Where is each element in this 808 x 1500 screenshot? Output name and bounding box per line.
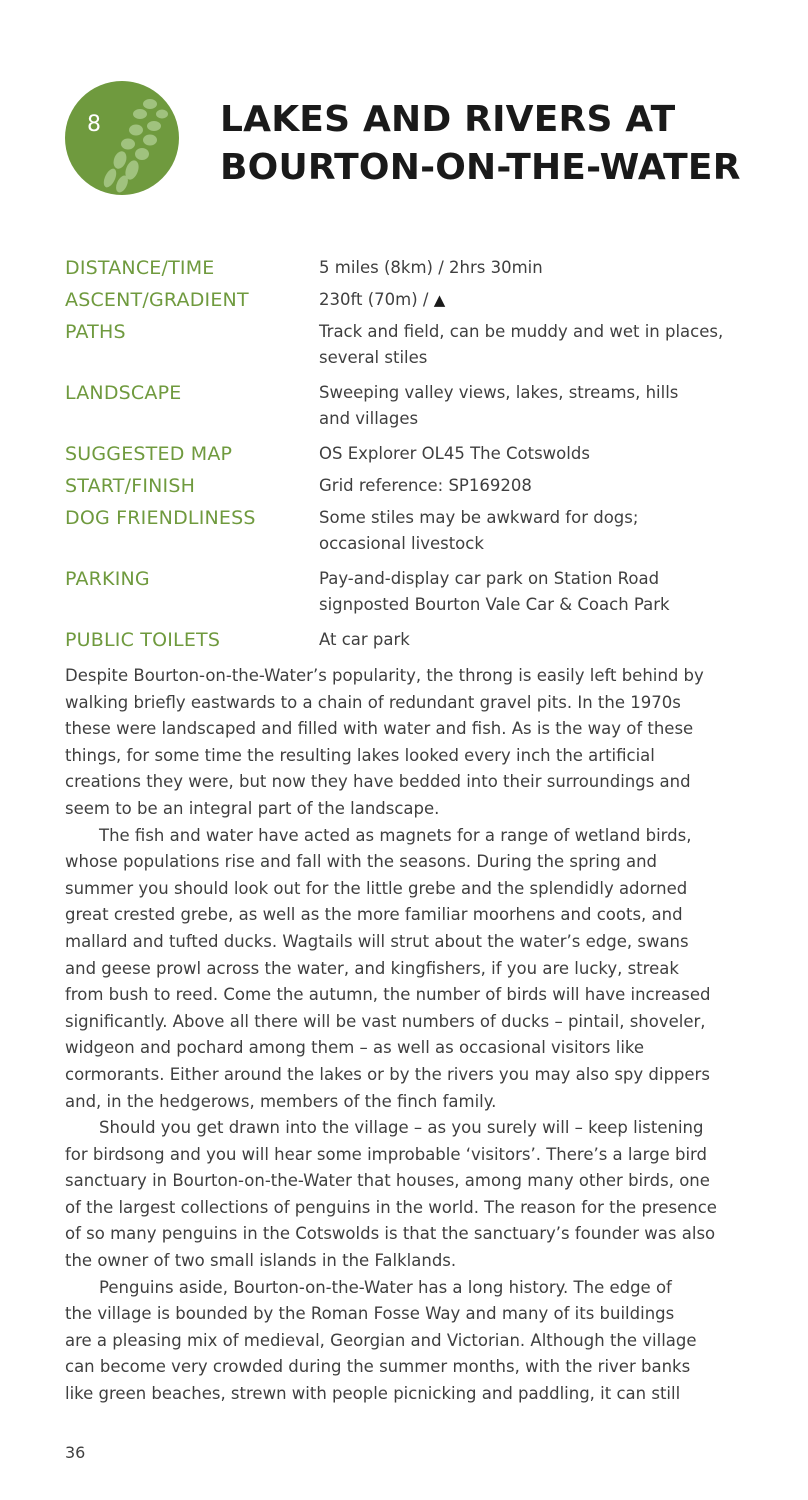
- body-text-line: summer you should look out for the little grebe and the splendidly adorned: [65, 878, 688, 898]
- fact-value-line: At car park: [319, 630, 410, 649]
- fact-dog-friendliness: [65, 502, 745, 557]
- fact-value-line: occasional livestock: [319, 534, 484, 553]
- fact-value: [319, 284, 745, 316]
- page-number: 36: [65, 1443, 86, 1462]
- fact-label: SUGGESTED MAP: [65, 443, 233, 465]
- fact-value-line: Sweeping valley views, lakes, streams, hills: [319, 383, 679, 402]
- body-text-line: for birdsong and you will hear some improbable ‘visitors’. There’s a large bird: [65, 1144, 708, 1164]
- body-text-line: of the largest collections of penguins in the world. The reason for the presence: [65, 1197, 717, 1217]
- fact-start-finish: [65, 470, 745, 502]
- fact-suggested-map: [65, 438, 745, 470]
- fact-value-line: Grid reference: SP169208: [319, 476, 532, 495]
- fact-landscape: [65, 377, 745, 432]
- body-text-line: from bush to reed. Come the autumn, the number of birds will have increased: [65, 985, 711, 1005]
- fact-value: [319, 377, 745, 432]
- body-text-line: Should you get drawn into the village – as you surely will – keep listening: [99, 1118, 704, 1138]
- fact-value-line: Some stiles may be awkward for dogs;: [319, 508, 639, 527]
- fact-value: [319, 470, 745, 502]
- body-text-line: like green beaches, strewn with people picnicking and paddling, it can still: [65, 1384, 681, 1404]
- body-text-line: and, in the hedgerows, members of the finch family.: [65, 1091, 497, 1111]
- body-text-line: the owner of two small islands in the Falklands.: [65, 1251, 457, 1271]
- walk-number-badge: [64, 80, 180, 196]
- walk-title: [220, 96, 790, 192]
- body-text-line: Penguins aside, Bourton-on-the-Water has a long history. The edge of: [99, 1277, 672, 1297]
- fact-value-line: Track and field, can be muddy and wet in places,: [319, 322, 724, 341]
- fact-value-line: 5 miles (8km) / 2hrs 30min: [319, 258, 543, 277]
- body-text-line: seem to be an integral part of the landscape.: [65, 798, 440, 818]
- fact-ascent-gradient: [65, 284, 745, 316]
- fact-label: DOG FRIENDLINESS: [65, 507, 256, 529]
- body-text-line: of so many penguins in the Cotswolds is that the sanctuary’s founder was also: [65, 1224, 716, 1244]
- ascent-text: 230ft (70m) /: [319, 290, 429, 309]
- body-text-line: great crested grebe, as well as the more familiar moorhens and coots, and: [65, 905, 683, 925]
- body-text-line: can become very crowded during the summer months, with the river banks: [65, 1357, 691, 1377]
- title-line: BOURTON-ON-THE-WATER: [220, 147, 741, 188]
- title-line: LAKES AND RIVERS AT: [220, 99, 676, 140]
- fact-label: START/FINISH: [65, 475, 196, 497]
- fact-value: [319, 438, 745, 470]
- body-text-line: and geese prowl across the water, and kingfishers, if you are lucky, streak: [65, 958, 679, 978]
- fact-value: [319, 502, 745, 557]
- body-text-line: things, for some time the resulting lakes looked every inch the artificial: [65, 745, 655, 765]
- body-text-line: walking briefly eastwards to a chain of redundant gravel pits. In the 1970s: [65, 692, 681, 712]
- body-text-line: significantly. Above all there will be vast numbers of ducks – pintail, shoveler,: [65, 1011, 706, 1031]
- fact-label: PUBLIC TOILETS: [65, 629, 221, 651]
- walk-facts-table: [65, 252, 745, 656]
- gradient-triangle-icon: ▲: [433, 291, 446, 309]
- body-text-line: mallard and tufted ducks. Wagtails will strut about the water’s edge, swans: [65, 931, 689, 951]
- fact-paths: [65, 316, 745, 371]
- fact-value-line: OS Explorer OL45 The Cotswolds: [319, 444, 590, 463]
- fact-parking: [65, 563, 745, 618]
- fact-label: DISTANCE/TIME: [65, 257, 215, 279]
- fact-value-line: signposted Bourton Vale Car & Coach Park: [319, 595, 670, 614]
- fact-label: PARKING: [65, 568, 150, 590]
- body-text-line: The fish and water have acted as magnets for a range of wetland birds,: [99, 825, 692, 845]
- body-text-line: Despite Bourton-on-the-Water’s popularity, the throng is easily left behind by: [65, 666, 704, 685]
- body-text-line: cormorants. Either around the lakes or by the rivers you may also spy dippers: [65, 1064, 710, 1084]
- fact-label: ASCENT/GRADIENT: [65, 289, 249, 311]
- fact-label: PATHS: [65, 321, 126, 343]
- fact-label: LANDSCAPE: [65, 382, 182, 404]
- fact-public-toilets: [65, 624, 745, 656]
- body-text-line: the village is bounded by the Roman Fosse Way and many of its buildings: [65, 1304, 675, 1324]
- fact-value: [319, 624, 745, 656]
- fact-value-line: several stiles: [319, 348, 428, 367]
- fact-distance-time: [65, 252, 745, 284]
- body-text: [65, 663, 745, 1408]
- fact-value-line: Pay-and-display car park on Station Road: [319, 569, 660, 588]
- body-text-line: widgeon and pochard among them – as well as occasional visitors like: [65, 1038, 645, 1058]
- fact-value: [319, 252, 745, 284]
- fact-value: [319, 316, 745, 371]
- body-text-line: creations they were, but now they have bedded into their surroundings and: [65, 772, 691, 792]
- body-text-line: these were landscaped and filled with water and fish. As is the way of these: [65, 719, 694, 739]
- walk-number: 8: [87, 112, 101, 137]
- footprints-icon: [64, 80, 180, 196]
- body-text-line: sanctuary in Bourton-on-the-Water that houses, among many other birds, one: [65, 1171, 710, 1191]
- fact-value-line: [319, 287, 745, 313]
- fact-value: [319, 563, 745, 618]
- body-text-line: are a pleasing mix of medieval, Georgian and Victorian. Although the village: [65, 1330, 697, 1350]
- fact-value-line: and villages: [319, 409, 419, 428]
- body-text-line: whose populations rise and fall with the seasons. During the spring and: [65, 852, 658, 872]
